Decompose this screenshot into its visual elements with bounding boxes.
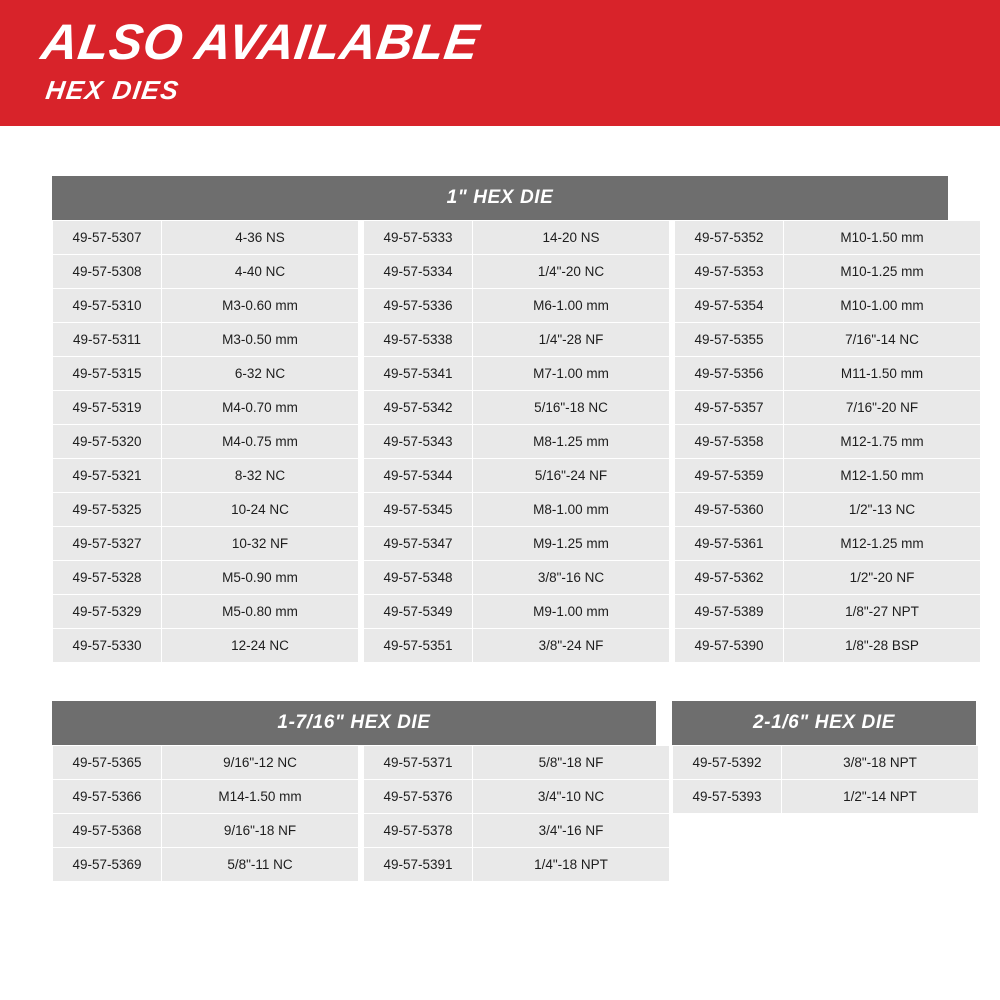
table-row — [53, 493, 981, 527]
sku-cell: 49-57-5360 — [675, 493, 784, 527]
sku-cell: 49-57-5355 — [675, 323, 784, 357]
table-216in-body — [673, 746, 979, 814]
desc-cell: M10-1.00 mm — [784, 289, 981, 323]
sku-cell: 49-57-5307 — [53, 221, 162, 255]
desc-cell: 12-24 NC — [162, 629, 359, 663]
sku-cell: 49-57-5345 — [364, 493, 473, 527]
table-1716in — [52, 745, 670, 882]
sku-cell: 49-57-5344 — [364, 459, 473, 493]
table-block-216in — [672, 701, 976, 814]
sku-cell: 49-57-5348 — [364, 561, 473, 595]
sku-cell: 49-57-5315 — [53, 357, 162, 391]
desc-cell: M4-0.70 mm — [162, 391, 359, 425]
desc-cell: M10-1.25 mm — [784, 255, 981, 289]
desc-cell: 9/16"-18 NF — [162, 814, 359, 848]
sku-cell: 49-57-5310 — [53, 289, 162, 323]
desc-cell: 7/16"-14 NC — [784, 323, 981, 357]
sku-cell: 49-57-5366 — [53, 780, 162, 814]
sku-cell: 49-57-5319 — [53, 391, 162, 425]
table-row — [673, 746, 979, 780]
sku-cell: 49-57-5356 — [675, 357, 784, 391]
desc-cell: M5-0.80 mm — [162, 595, 359, 629]
sku-cell: 49-57-5327 — [53, 527, 162, 561]
sku-cell: 49-57-5311 — [53, 323, 162, 357]
sku-cell: 49-57-5342 — [364, 391, 473, 425]
desc-cell: M3-0.60 mm — [162, 289, 359, 323]
desc-cell: 10-32 NF — [162, 527, 359, 561]
desc-cell: M6-1.00 mm — [473, 289, 670, 323]
desc-cell: M12-1.75 mm — [784, 425, 981, 459]
desc-cell: M14-1.50 mm — [162, 780, 359, 814]
table-block-1716in — [52, 701, 656, 882]
sku-cell: 49-57-5376 — [364, 780, 473, 814]
sku-cell: 49-57-5362 — [675, 561, 784, 595]
sku-cell: 49-57-5390 — [675, 629, 784, 663]
banner-subtitle-wrap — [42, 69, 1000, 106]
desc-cell: M4-0.75 mm — [162, 425, 359, 459]
sku-cell: 49-57-5354 — [675, 289, 784, 323]
table-header-216in: 2-1/6" HEX DIE — [672, 701, 976, 745]
sku-cell: 49-57-5371 — [364, 746, 473, 780]
sku-cell: 49-57-5365 — [53, 746, 162, 780]
sku-cell: 49-57-5353 — [675, 255, 784, 289]
table-row — [53, 527, 981, 561]
desc-cell: M9-1.25 mm — [473, 527, 670, 561]
sku-cell: 49-57-5369 — [53, 848, 162, 882]
table-header-1716in: 1-7/16" HEX DIE — [52, 701, 656, 745]
table-216in — [672, 745, 979, 814]
table-row — [53, 595, 981, 629]
sku-cell: 49-57-5328 — [53, 561, 162, 595]
desc-cell: 1/4"-28 NF — [473, 323, 670, 357]
desc-cell: 1/2"-20 NF — [784, 561, 981, 595]
table-row — [53, 780, 670, 814]
desc-cell: 1/4"-18 NPT — [473, 848, 670, 882]
desc-cell: 10-24 NC — [162, 493, 359, 527]
desc-cell: 5/8"-11 NC — [162, 848, 359, 882]
banner-title-wrap — [38, 14, 1000, 70]
sku-cell: 49-57-5329 — [53, 595, 162, 629]
desc-cell: 8-32 NC — [162, 459, 359, 493]
sku-cell: 49-57-5320 — [53, 425, 162, 459]
table-row — [53, 391, 981, 425]
desc-cell: 4-40 NC — [162, 255, 359, 289]
desc-cell: 4-36 NS — [162, 221, 359, 255]
header-banner — [0, 0, 1000, 126]
desc-cell: M12-1.50 mm — [784, 459, 981, 493]
table-header-1in: 1" HEX DIE — [52, 176, 948, 220]
desc-cell: 5/16"-24 NF — [473, 459, 670, 493]
desc-cell: 6-32 NC — [162, 357, 359, 391]
sku-cell: 49-57-5349 — [364, 595, 473, 629]
desc-cell: 3/8"-16 NC — [473, 561, 670, 595]
sku-cell: 49-57-5334 — [364, 255, 473, 289]
sku-cell: 49-57-5393 — [673, 780, 782, 814]
desc-cell: M7-1.00 mm — [473, 357, 670, 391]
sku-cell: 49-57-5361 — [675, 527, 784, 561]
sku-cell: 49-57-5336 — [364, 289, 473, 323]
desc-cell: 3/8"-18 NPT — [782, 746, 979, 780]
table-row — [53, 289, 981, 323]
desc-cell: M9-1.00 mm — [473, 595, 670, 629]
desc-cell: M11-1.50 mm — [784, 357, 981, 391]
sku-cell: 49-57-5392 — [673, 746, 782, 780]
sku-cell: 49-57-5330 — [53, 629, 162, 663]
table-1in-body — [53, 221, 981, 663]
sku-cell: 49-57-5378 — [364, 814, 473, 848]
table-row — [53, 255, 981, 289]
sku-cell: 49-57-5338 — [364, 323, 473, 357]
table-row — [53, 561, 981, 595]
sku-cell: 49-57-5321 — [53, 459, 162, 493]
table-row — [53, 459, 981, 493]
sku-cell: 49-57-5357 — [675, 391, 784, 425]
desc-cell: 7/16"-20 NF — [784, 391, 981, 425]
desc-cell: 3/4"-10 NC — [473, 780, 670, 814]
desc-cell: 1/8"-28 BSP — [784, 629, 981, 663]
table-1in — [52, 220, 981, 663]
desc-cell: 9/16"-12 NC — [162, 746, 359, 780]
desc-cell: 1/2"-14 NPT — [782, 780, 979, 814]
bottom-tables-row — [52, 701, 948, 882]
sku-cell: 49-57-5333 — [364, 221, 473, 255]
table-row — [53, 425, 981, 459]
table-row — [53, 746, 670, 780]
table-row — [53, 848, 670, 882]
sku-cell: 49-57-5389 — [675, 595, 784, 629]
table-row — [53, 221, 981, 255]
desc-cell: 5/8"-18 NF — [473, 746, 670, 780]
sku-cell: 49-57-5343 — [364, 425, 473, 459]
sku-cell: 49-57-5325 — [53, 493, 162, 527]
desc-cell: 5/16"-18 NC — [473, 391, 670, 425]
desc-cell: 1/8"-27 NPT — [784, 595, 981, 629]
table-row — [53, 814, 670, 848]
sku-cell: 49-57-5352 — [675, 221, 784, 255]
sku-cell: 49-57-5351 — [364, 629, 473, 663]
table-1716in-body — [53, 746, 670, 882]
desc-cell: 14-20 NS — [473, 221, 670, 255]
sku-cell: 49-57-5341 — [364, 357, 473, 391]
desc-cell: M8-1.25 mm — [473, 425, 670, 459]
table-block-1in — [52, 176, 948, 663]
table-row — [53, 323, 981, 357]
desc-cell: M10-1.50 mm — [784, 221, 981, 255]
desc-cell: 3/8"-24 NF — [473, 629, 670, 663]
desc-cell: 1/2"-13 NC — [784, 493, 981, 527]
page-title: ALSO AVAILABLE — [38, 14, 483, 70]
sku-cell: 49-57-5347 — [364, 527, 473, 561]
desc-cell: M3-0.50 mm — [162, 323, 359, 357]
sku-cell: 49-57-5368 — [53, 814, 162, 848]
desc-cell: M5-0.90 mm — [162, 561, 359, 595]
desc-cell: 1/4"-20 NC — [473, 255, 670, 289]
desc-cell: 3/4"-16 NF — [473, 814, 670, 848]
table-row — [53, 629, 981, 663]
table-row — [673, 780, 979, 814]
sku-cell: 49-57-5358 — [675, 425, 784, 459]
desc-cell: M8-1.00 mm — [473, 493, 670, 527]
tables-area — [0, 126, 1000, 882]
sku-cell: 49-57-5359 — [675, 459, 784, 493]
table-row — [53, 357, 981, 391]
desc-cell: M12-1.25 mm — [784, 527, 981, 561]
page-subtitle: HEX DIES — [43, 74, 182, 105]
sku-cell: 49-57-5308 — [53, 255, 162, 289]
sku-cell: 49-57-5391 — [364, 848, 473, 882]
